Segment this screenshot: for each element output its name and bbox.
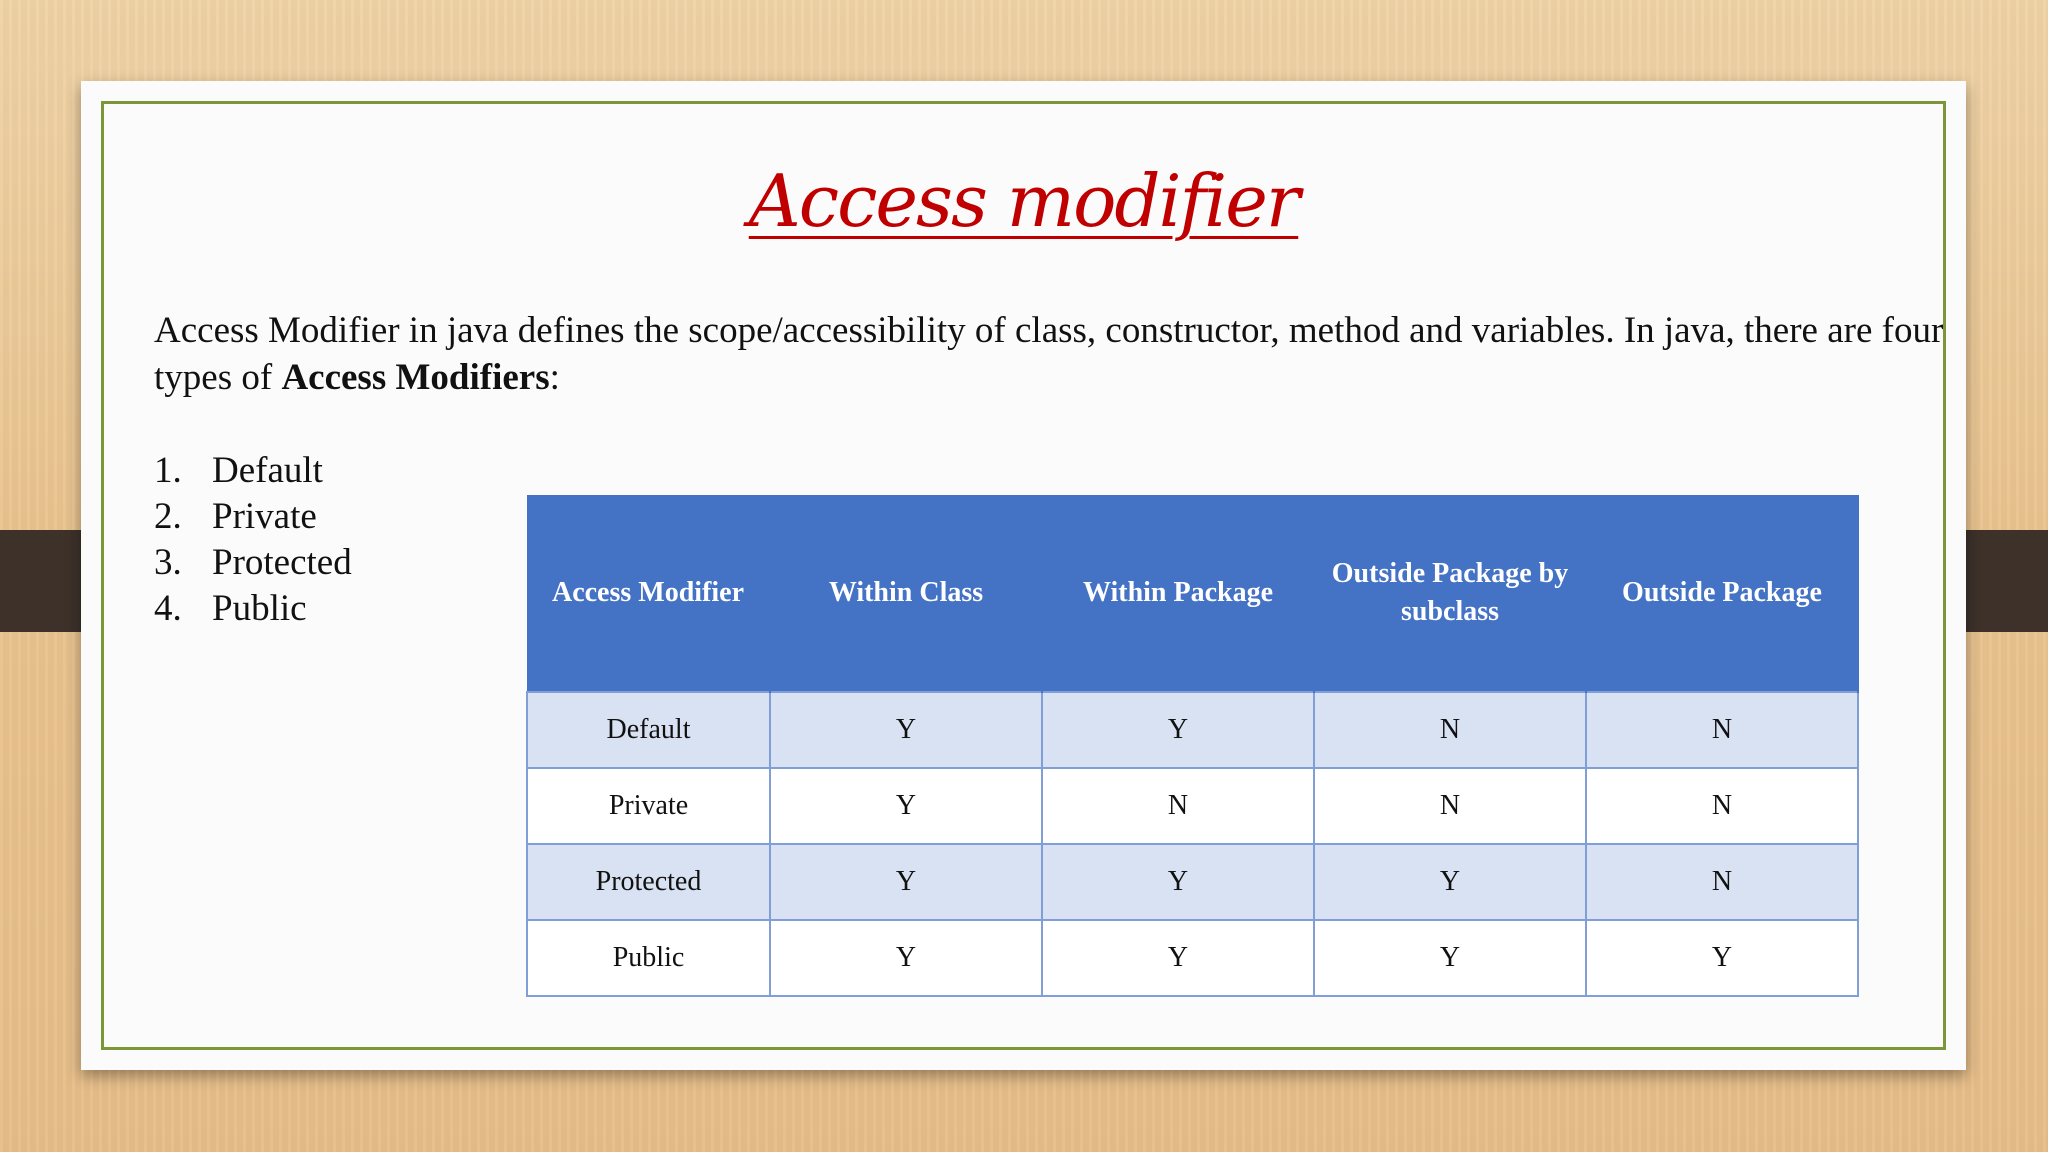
intro-colon: : [549, 357, 560, 398]
list-item [154, 540, 352, 586]
table-cell: N [1586, 692, 1858, 768]
intro-paragraph [154, 307, 1974, 401]
list-label: Default [212, 450, 323, 491]
access-modifier-table [526, 495, 1859, 997]
modifier-types-list [154, 448, 352, 632]
slide-title: Access modifier [748, 159, 1299, 243]
table-cell: Y [1042, 920, 1314, 996]
list-number: 1. [154, 450, 182, 491]
list-item [154, 586, 352, 632]
table-cell: Default [527, 692, 770, 768]
table-cell: N [1314, 768, 1586, 844]
table-row [527, 692, 1858, 768]
table-cell: Y [1314, 920, 1586, 996]
table-cell: Y [770, 692, 1042, 768]
table-cell: N [1586, 768, 1858, 844]
list-label: Public [212, 588, 307, 629]
list-label: Private [212, 496, 317, 537]
table-cell: Y [1042, 844, 1314, 920]
table-cell: Y [1314, 844, 1586, 920]
table-header-cell: Access Modifier [527, 495, 770, 692]
table-row [527, 768, 1858, 844]
slide-card [81, 81, 1966, 1070]
table-cell: N [1314, 692, 1586, 768]
table-cell: Private [527, 768, 770, 844]
list-label: Protected [212, 542, 352, 583]
table-header-cell: Outside Package by subclass [1314, 495, 1586, 692]
table-cell: Y [1586, 920, 1858, 996]
table-row [527, 844, 1858, 920]
table-cell: Public [527, 920, 770, 996]
table-cell: Y [770, 844, 1042, 920]
table-cell: Y [770, 768, 1042, 844]
table-cell: Y [770, 920, 1042, 996]
list-item [154, 448, 352, 494]
table-cell: Protected [527, 844, 770, 920]
table-header-cell: Within Package [1042, 495, 1314, 692]
list-item [154, 494, 352, 540]
table-cell: N [1042, 768, 1314, 844]
list-number: 2. [154, 496, 182, 537]
table-cell: Y [1042, 692, 1314, 768]
list-number: 3. [154, 542, 182, 583]
table-header-cell: Outside Package [1586, 495, 1858, 692]
intro-bold-term: Access Modifiers [281, 357, 550, 398]
table-row [527, 920, 1858, 996]
table-header-row [527, 495, 1858, 692]
intro-text: Access Modifier in java defines the scope/accessibility of class, constructor, method and variables. In java, there are four types of [154, 310, 1944, 398]
table-cell: N [1586, 844, 1858, 920]
table-header-cell: Within Class [770, 495, 1042, 692]
list-number: 4. [154, 588, 182, 629]
